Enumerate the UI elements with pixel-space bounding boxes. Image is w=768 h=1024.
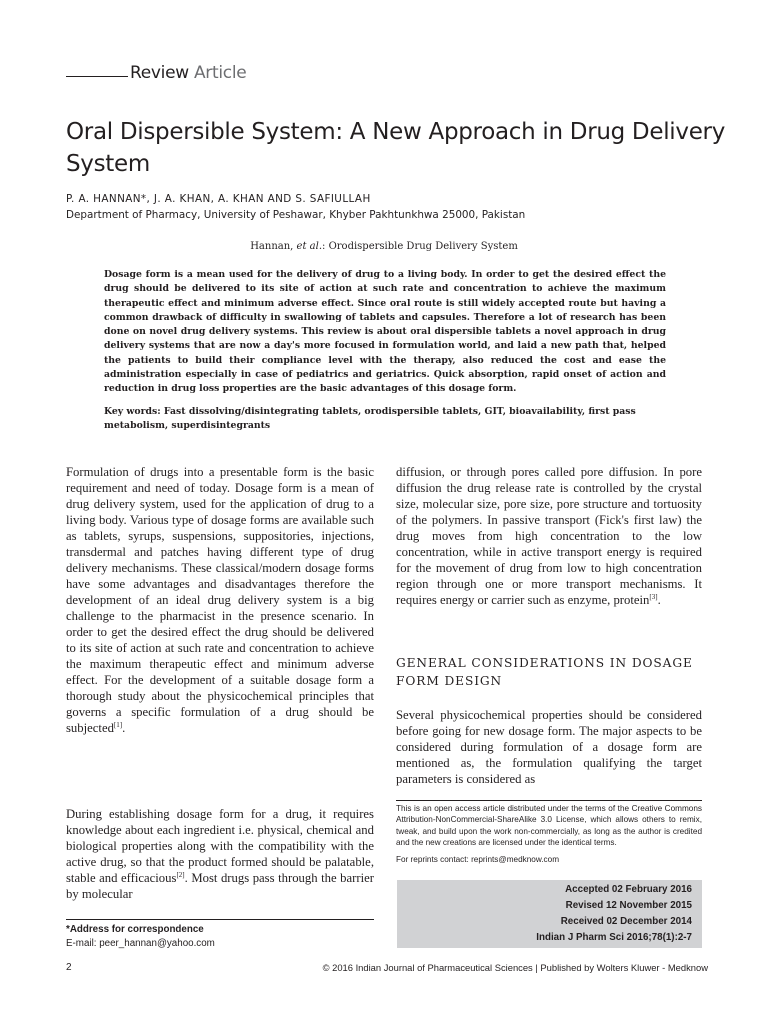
dates-box	[397, 880, 702, 948]
running-head-etal: et al.	[296, 241, 323, 252]
accepted-date: Accepted 02 February 2016	[565, 884, 692, 895]
received-date: Received 02 December 2014	[560, 916, 692, 927]
footer-copyright: © 2016 Indian Journal of Pharmaceutical Sciences | Published by Wolters Kluwer - Medknow	[322, 962, 708, 973]
paragraph-text: During establishing dosage form for a drug, it requires knowledge about each ingredient i.e. physical, chemical and biological properties along with the compatibility with the active drug, so that the product formed should be palatable, stable and efficacious	[66, 807, 374, 885]
license-notice: This is an open access article distributed under the terms of the Creative Commons Attribution-NonCommercial-ShareAlike 3.0 License, which allows others to remix, tweak, and build upon the work non-commercially, as long as the author is credited and the new creations are licensed under the identical terms.	[396, 804, 702, 847]
correspondence-email[interactable]: E-mail: peer_hannan@yahoo.com	[66, 938, 215, 949]
citation-ref[interactable]: [1]	[113, 720, 123, 729]
reprints-contact[interactable]: For reprints contact: reprints@medknow.com	[396, 855, 560, 864]
paragraph	[396, 707, 702, 787]
paragraph-text: diffusion, or through pores called pore diffusion. In pore diffusion the drug release rate is controlled by the crystal size, molecular size, pore size, pore structure and tortuosity of the polymers. In passive transport (Fick's first law) the drug moves from high concentration to the low concentration, while in active transport energy is required for the movement of drug from low to high concentration region through one or more transport mechanisms. It requires energy or carrier such as enzyme, protein	[396, 465, 702, 607]
running-head-author: Hannan,	[250, 241, 294, 252]
affiliation: Department of Pharmacy, University of Peshawar, Khyber Pakhtunkhwa 25000, Pakistan	[66, 209, 526, 221]
journal-citation: Indian J Pharm Sci 2016;78(1):2-7	[536, 932, 692, 943]
paragraph-text: Several physicochemical properties should be considered before going for new dosage form. The major aspects to be considered during formulation of a dosage form are mentioned as, the formulation qualifying the target parameters is considered as	[396, 708, 702, 786]
body-right-column-2	[396, 707, 702, 787]
body-right-column	[396, 464, 702, 608]
citation-ref[interactable]: [3]	[649, 592, 658, 601]
correspondence-label: *Address for correspondence	[66, 924, 204, 935]
section-tag-word2: Article	[193, 63, 247, 83]
citation-ref[interactable]: [2]	[176, 870, 185, 879]
section-tag-word1: Review	[130, 63, 189, 83]
running-head-title: : Orodispersible Drug Delivery System	[322, 241, 518, 252]
section-tag	[130, 63, 246, 83]
paragraph-end: .	[657, 593, 661, 607]
paragraph	[66, 464, 374, 736]
correspondence-rule	[66, 919, 374, 920]
section-heading: GENERAL CONSIDERATIONS IN DOSAGE FORM DESIGN	[396, 656, 693, 688]
paragraph-end: . Most drugs pass through the barrier by molecular	[66, 871, 374, 901]
running-head	[0, 241, 768, 252]
authors: P. A. HANNAN*, J. A. KHAN, A. KHAN AND S. SAFIULLAH	[66, 193, 371, 205]
page-number: 2	[66, 962, 72, 973]
keywords: Key words: Fast dissolving/disintegrating tablets, orodispersible tablets, GIT, bioavailability, first pass metabolism, superdisintegrants	[104, 406, 636, 432]
abstract: Dosage form is a mean used for the delivery of drug to a living body. In order to get the desired effect the drug should be delivered to its site of action at such rate and concentration to achieve the maximum therapeutic effect and minimum adverse effect. Since oral route is still widely accepted route but having a common drawback of difficulty in swallowing of tablets and capsules. Therefore a lot of research has been done on novel drug delivery systems. This review is about oral dispersible tablets a novel approach in drug delivery systems that are now a day's more focused in formulation world, and laid a new path that, helped the patients to build their compliance level with the therapy, also reduced the cost and ease the administration especially in case of pediatrics and geriatrics. Quick absorption, rapid onset of action and reduction in drug loss properties are the basic advantages of this dosage form.	[104, 269, 666, 395]
paragraph	[66, 806, 374, 902]
paragraph-text: Formulation of drugs into a presentable form is the basic requirement and need of today. Dosage form is a mean of drug delivery system, used for the application of drug to a living body. Various type of dosage forms are available such as tablets, syrups, suspensions, suppositories, injections, transdermal and patches having different type of drug delivery mechanisms. These classical/modern dosage forms have some advantages and disadvantages therefore the development of an ideal drug delivery system is a big challenge to the pharmacist in the presence scenario. In order to get the desired effect the drug should be delivered to its site of action at such rate and concentration to achieve the maximum therapeutic effect and minimum adverse effect. For the development of a suitable dosage form a thorough study about the physicochemical principles that governs a specific formulation of a drug should be subjected	[66, 465, 374, 735]
article-title: Oral Dispersible System: A New Approach in Drug Delivery System	[66, 119, 726, 177]
header-rule-left	[66, 76, 128, 77]
paragraph-end: .	[122, 721, 126, 735]
license-rule	[396, 800, 702, 801]
revised-date: Revised 12 November 2015	[565, 900, 692, 911]
body-left-column	[66, 464, 374, 736]
paragraph	[396, 464, 702, 608]
body-left-column-2	[66, 806, 374, 902]
correspondence	[66, 923, 215, 951]
